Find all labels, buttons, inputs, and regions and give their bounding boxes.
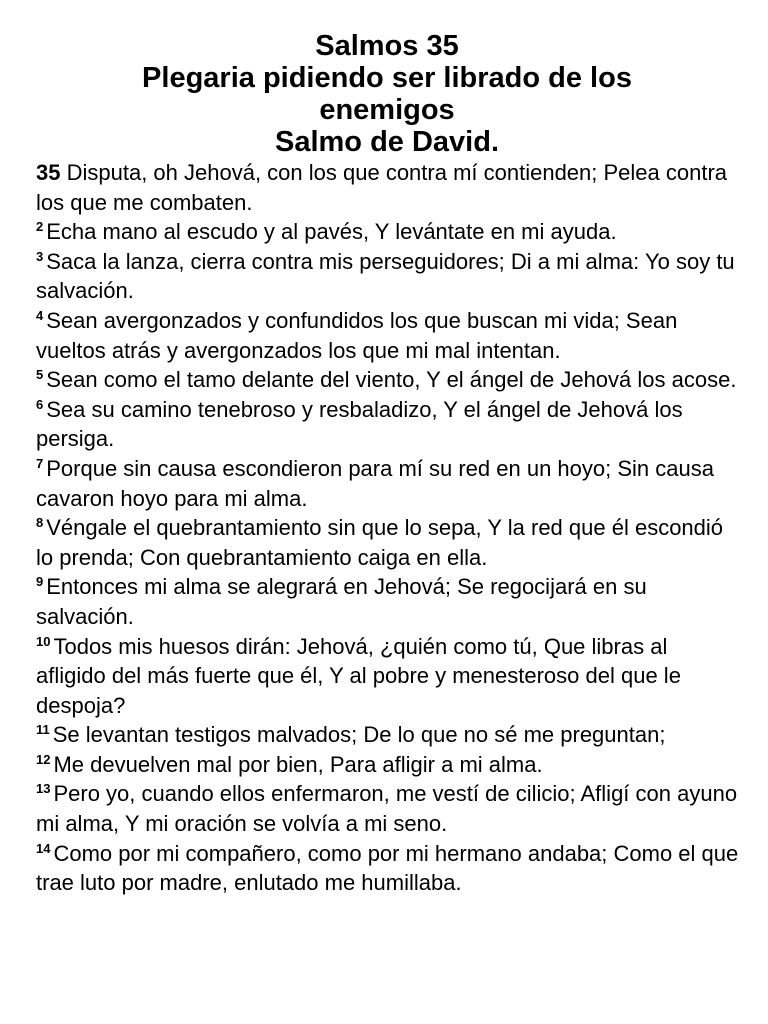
verse-2	[36, 217, 742, 247]
verse-text: Sean como el tamo delante del viento, Y el ángel de Jehová los acose.	[46, 367, 737, 393]
verse-text: Echa mano al escudo y al pavés, Y levántate en mi ayuda.	[46, 219, 617, 245]
verse-5	[36, 365, 742, 395]
verse-number: 10	[36, 633, 51, 649]
verse-3	[36, 247, 742, 306]
verse-4	[36, 306, 742, 365]
verse-number: 4	[36, 307, 44, 323]
verse-text: Disputa, oh Jehová, con los que contra mí contienden; Pelea contra los que me combaten.	[36, 160, 728, 215]
verse-7	[36, 454, 742, 513]
verse-text: Me devuelven mal por bien, Para afligir a mi alma.	[53, 751, 543, 777]
verse-text: Todos mis huesos dirán: Jehová, ¿quién como tú, Que libras al afligido del más fuerte que él, Y al pobre y menesteroso del que le despoja?	[36, 633, 681, 718]
verse-number: 13	[36, 781, 51, 797]
verse-13	[36, 779, 742, 838]
page-subtitle: Plegaria pidiendo ser librado de los enemigos	[142, 62, 632, 126]
verse-text: Porque sin causa escondieron para mí su red en un hoyo; Sin causa cavaron hoyo para mi alma.	[36, 455, 714, 511]
verse-number: 14	[36, 840, 51, 856]
verse-text: Pero yo, cuando ellos enfermaron, me vestí de cilicio; Afligí con ayuno mi alma, Y mi oración se volvía a mi seno.	[36, 781, 738, 837]
verse-1	[36, 158, 742, 217]
verse-number: 9	[36, 574, 44, 590]
verse-text: Entonces mi alma se alegrará en Jehová; Se regocijará en su salvación.	[36, 574, 647, 629]
verse-11	[36, 720, 742, 750]
verse-number: 5	[36, 367, 44, 383]
verse-9	[36, 572, 742, 631]
verse-number: 2	[36, 219, 44, 235]
document-heading	[36, 30, 738, 158]
verse-14	[36, 839, 742, 898]
verse-10	[36, 632, 742, 721]
verse-text: Se levantan testigos malvados; De lo que no sé me preguntan;	[52, 722, 666, 748]
verse-6	[36, 395, 742, 454]
verse-text: Sean avergonzados y confundidos los que buscan mi vida; Sean vueltos atrás y avergonzados los que mi mal intentan.	[36, 307, 678, 363]
verse-text: Como por mi compañero, como por mi hermano andaba; Como el que trae luto por madre, enlutado me humillaba.	[36, 840, 739, 896]
verse-8	[36, 513, 742, 572]
chapter-number: 35	[36, 160, 61, 185]
verse-text: Saca la lanza, cierra contra mis perseguidores; Di a mi alma: Yo soy tu salvación.	[36, 248, 735, 304]
verse-number: 3	[36, 248, 44, 264]
verse-number: 11	[36, 722, 50, 738]
verse-number: 8	[36, 515, 44, 531]
verse-text: Sea su camino tenebroso y resbaladizo, Y el ángel de Jehová los persiga.	[36, 396, 683, 452]
page-title: Salmos 35	[315, 30, 459, 62]
verse-text: Véngale el quebrantamiento sin que lo sepa, Y la red que él escondió lo prenda; Con quebrantamiento caiga en ella.	[36, 515, 724, 570]
verse-number: 12	[36, 751, 51, 767]
verse-list	[36, 158, 742, 898]
verse-number: 7	[36, 455, 44, 471]
attribution: Salmo de David.	[274, 126, 499, 158]
verse-number: 6	[36, 396, 44, 412]
verse-12	[36, 750, 742, 780]
